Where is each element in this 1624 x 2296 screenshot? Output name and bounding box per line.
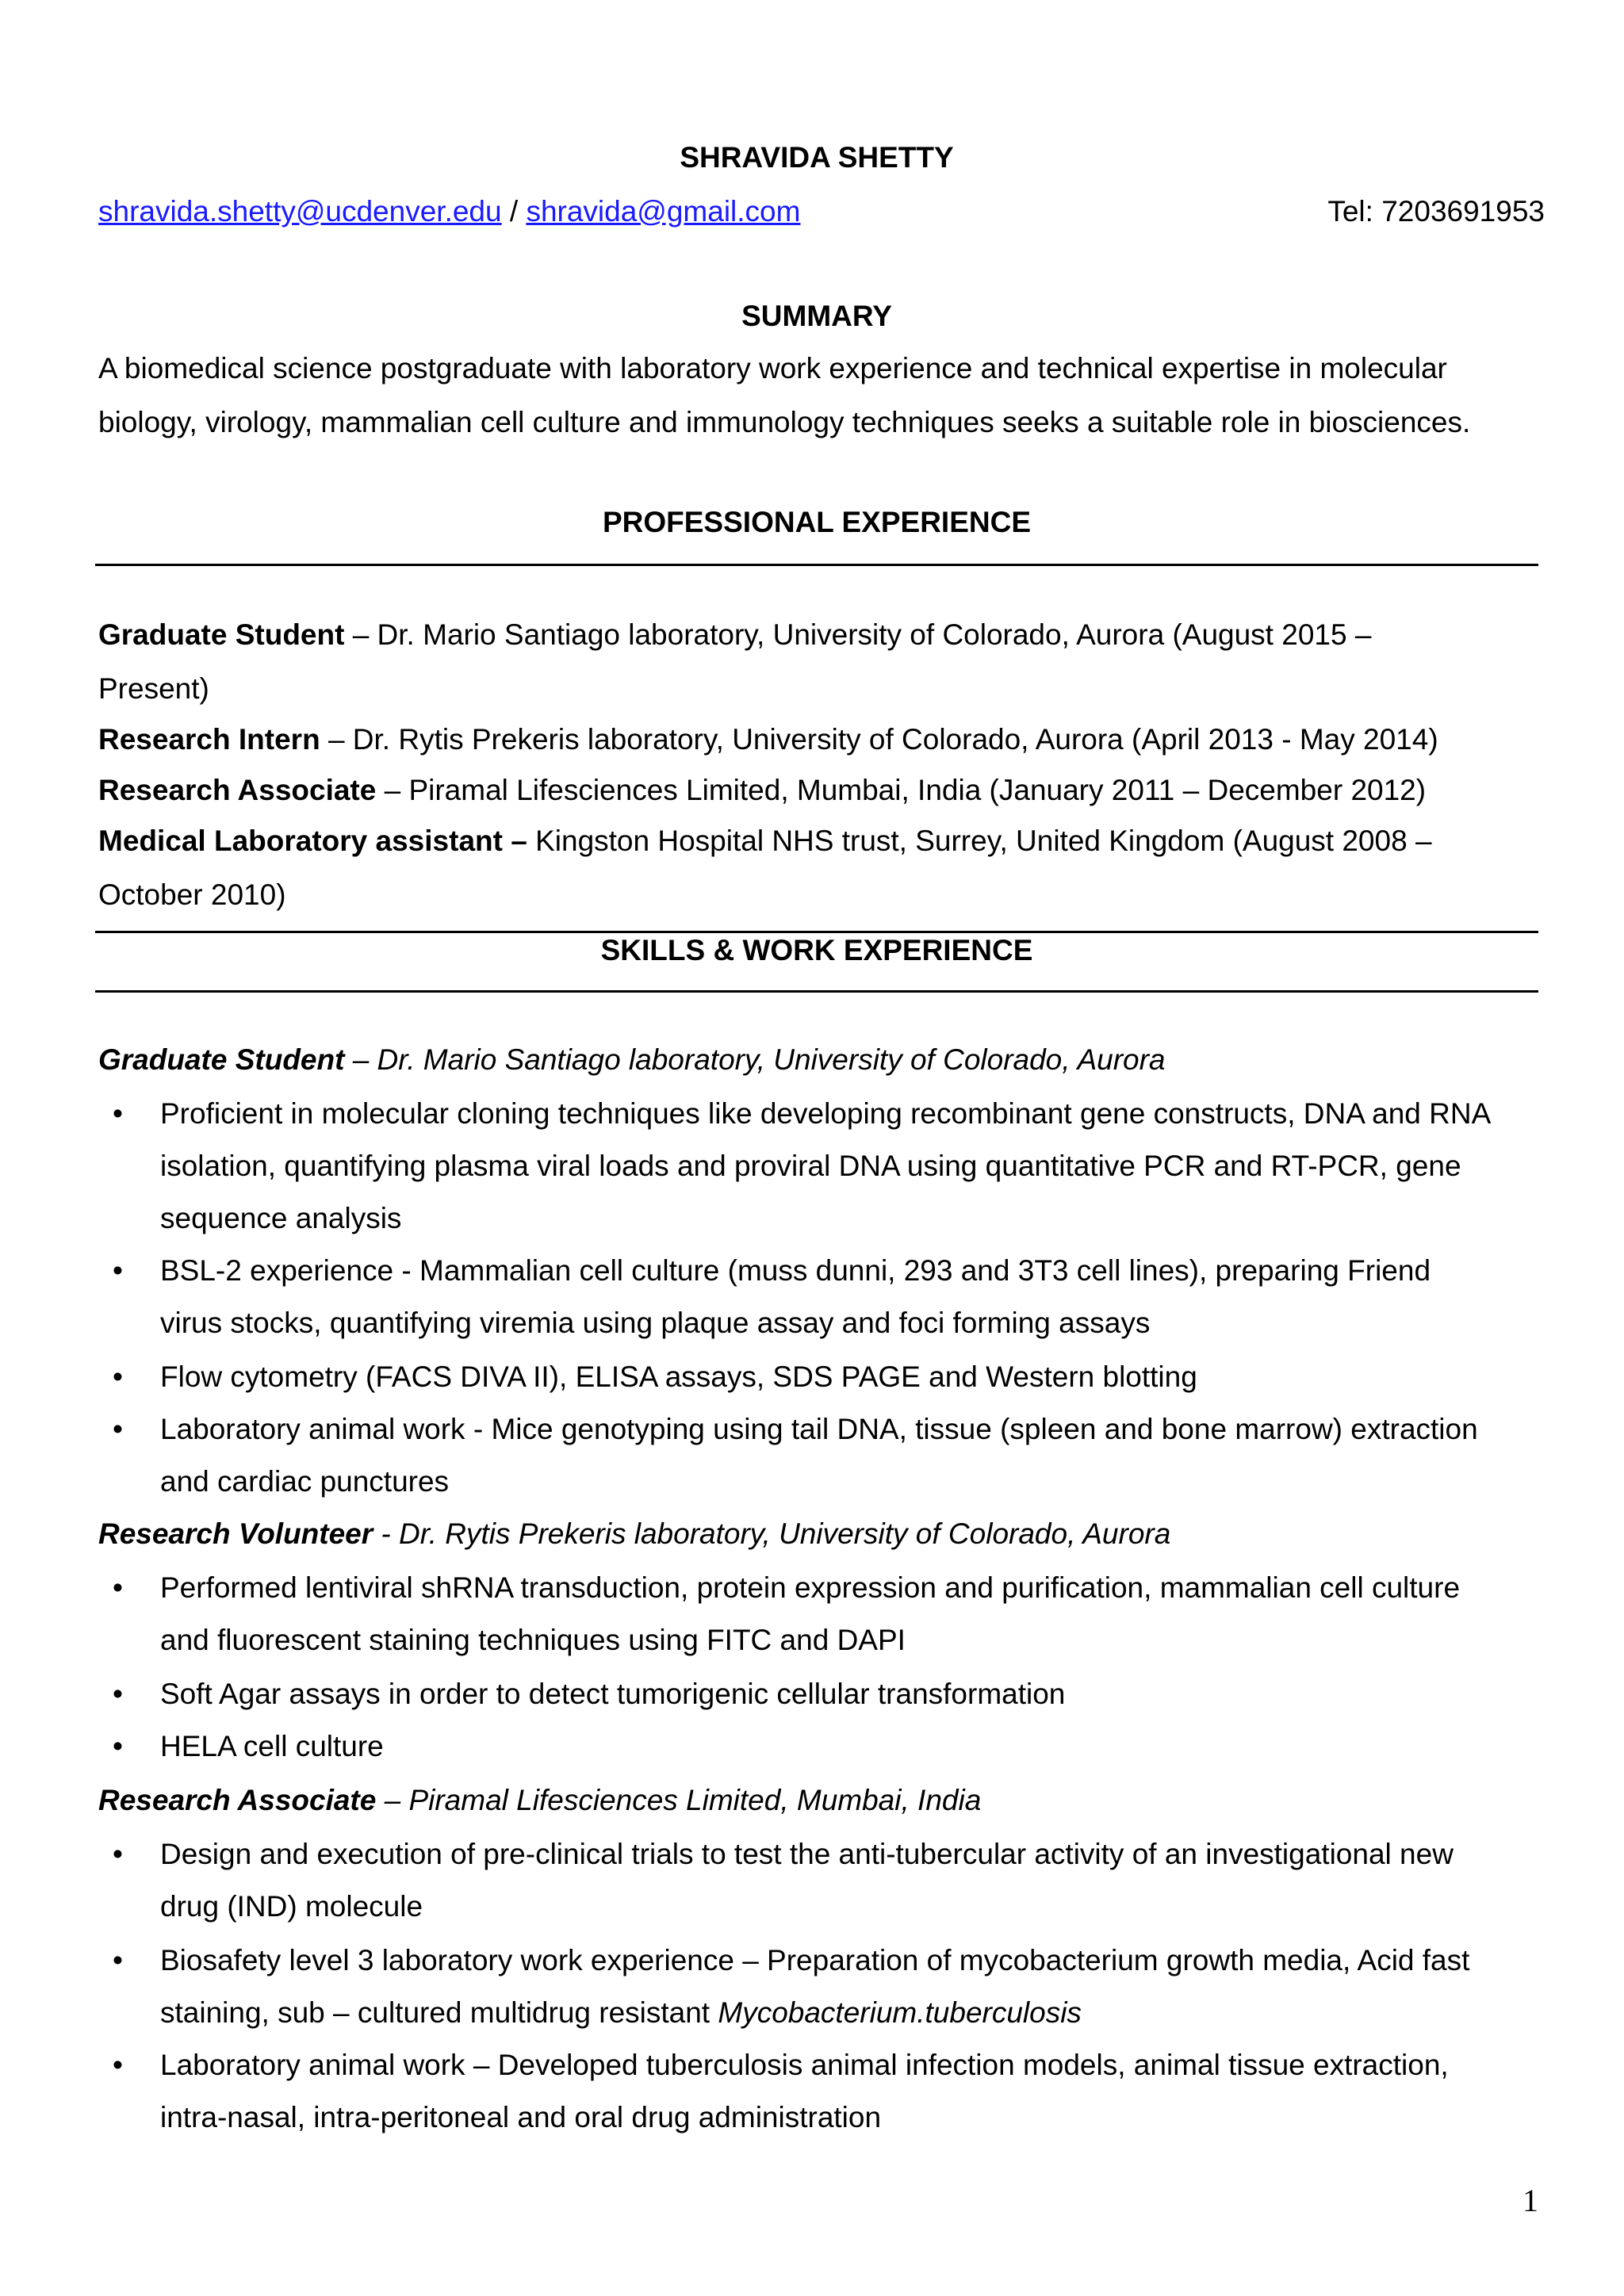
phone-number: Tel: 7203691953 bbox=[1327, 195, 1545, 228]
bullet-icon: • bbox=[113, 1678, 123, 1710]
bullet-text: Laboratory animal work - Mice genotyping using tail DNA, tissue (spleen and bone marrow) extraction bbox=[160, 1413, 1478, 1445]
experience-item-continued: October 2010) bbox=[98, 878, 286, 911]
bullet-icon: • bbox=[113, 1360, 123, 1393]
email-separator: / bbox=[509, 195, 519, 228]
section-divider bbox=[95, 931, 1538, 933]
bullet-text: Flow cytometry (FACS DIVA II), ELISA assays, SDS PAGE and Western blotting bbox=[160, 1360, 1197, 1393]
secondary-email-link[interactable]: shravida@gmail.com bbox=[526, 195, 801, 228]
bullet-icon: • bbox=[113, 1413, 123, 1445]
summary-heading: SUMMARY bbox=[741, 300, 892, 332]
summary-line-2: biology, virology, mammalian cell culture and immunology techniques seeks a suitable role in biosciences. bbox=[98, 406, 1471, 438]
bullet-text: sequence analysis bbox=[160, 1202, 402, 1234]
experience-item-continued: Present) bbox=[98, 672, 209, 705]
bullet-icon: • bbox=[113, 1254, 123, 1287]
bullet-icon: • bbox=[113, 1838, 123, 1870]
bullet-text: Performed lentiviral shRNA transduction, protein expression and purification, mammalian cell culture bbox=[160, 1571, 1461, 1604]
bullet-text: isolation, quantifying plasma viral loads and proviral DNA using quantitative PCR and RT-PCR, gene bbox=[160, 1150, 1461, 1182]
bullet-icon: • bbox=[113, 2049, 123, 2081]
skills-section-header: Research Associate – Piramal Lifesciences Limited, Mumbai, India bbox=[98, 1784, 982, 1816]
bullet-text: Biosafety level 3 laboratory work experience – Preparation of mycobacterium growth media, Acid fast bbox=[160, 1944, 1470, 1976]
bullet-icon: • bbox=[113, 1571, 123, 1604]
experience-item: Medical Laboratory assistant – Kingston Hospital NHS trust, Surrey, United Kingdom (August 2008 – bbox=[98, 825, 1432, 857]
candidate-name: SHRAVIDA SHETTY bbox=[680, 141, 954, 174]
bullet-icon: • bbox=[113, 1730, 123, 1762]
bullet-text: HELA cell culture bbox=[160, 1730, 384, 1762]
bullet-text: and cardiac punctures bbox=[160, 1465, 450, 1498]
contact-line bbox=[98, 195, 800, 228]
section-divider bbox=[95, 990, 1538, 993]
italic-species-name: Mycobacterium.tuberculosis bbox=[718, 1996, 1082, 2029]
skills-heading: SKILLS & WORK EXPERIENCE bbox=[600, 934, 1033, 966]
professional-experience-heading: PROFESSIONAL EXPERIENCE bbox=[602, 506, 1032, 538]
experience-item: Research Associate – Piramal Lifesciences Limited, Mumbai, India (January 2011 – December 2012) bbox=[98, 774, 1427, 806]
bullet-icon: • bbox=[113, 1097, 123, 1130]
summary-line-1: A biomedical science postgraduate with laboratory work experience and technical expertise in molecular bbox=[98, 352, 1447, 385]
section-divider bbox=[95, 564, 1538, 566]
bullet-text: Soft Agar assays in order to detect tumorigenic cellular transformation bbox=[160, 1678, 1066, 1710]
bullet-text: virus stocks, quantifying viremia using plaque assay and foci forming assays bbox=[160, 1307, 1151, 1339]
bullet-text: intra-nasal, intra-peritoneal and oral drug administration bbox=[160, 2101, 882, 2133]
experience-item: Research Intern – Dr. Rytis Prekeris laboratory, University of Colorado, Aurora (April 2013 - May 2014) bbox=[98, 723, 1438, 756]
primary-email-link[interactable]: shravida.shetty@ucdenver.edu bbox=[98, 195, 502, 228]
bullet-text: Laboratory animal work – Developed tuberculosis animal infection models, animal tissue extraction, bbox=[160, 2049, 1449, 2081]
experience-item: Graduate Student – Dr. Mario Santiago laboratory, University of Colorado, Aurora (August 2015 – bbox=[98, 618, 1372, 651]
bullet-text: Design and execution of pre-clinical trials to test the anti-tubercular activity of an investigational new bbox=[160, 1838, 1454, 1870]
page-number: 1 bbox=[1522, 2183, 1538, 2218]
bullet-text: staining, sub – cultured multidrug resistant Mycobacterium.tuberculosis bbox=[160, 1996, 1082, 2029]
bullet-text: and fluorescent staining techniques using FITC and DAPI bbox=[160, 1624, 906, 1656]
bullet-text: drug (IND) molecule bbox=[160, 1890, 423, 1923]
bullet-text: BSL-2 experience - Mammalian cell culture (muss dunni, 293 and 3T3 cell lines), preparing Friend bbox=[160, 1254, 1431, 1287]
bullet-icon: • bbox=[113, 1944, 123, 1976]
skills-section-header: Research Volunteer - Dr. Rytis Prekeris laboratory, University of Colorado, Aurora bbox=[98, 1517, 1171, 1550]
bullet-text: Proficient in molecular cloning techniques like developing recombinant gene constructs, DNA and RNA bbox=[160, 1097, 1492, 1130]
skills-section-header: Graduate Student – Dr. Mario Santiago laboratory, University of Colorado, Aurora bbox=[98, 1043, 1166, 1076]
